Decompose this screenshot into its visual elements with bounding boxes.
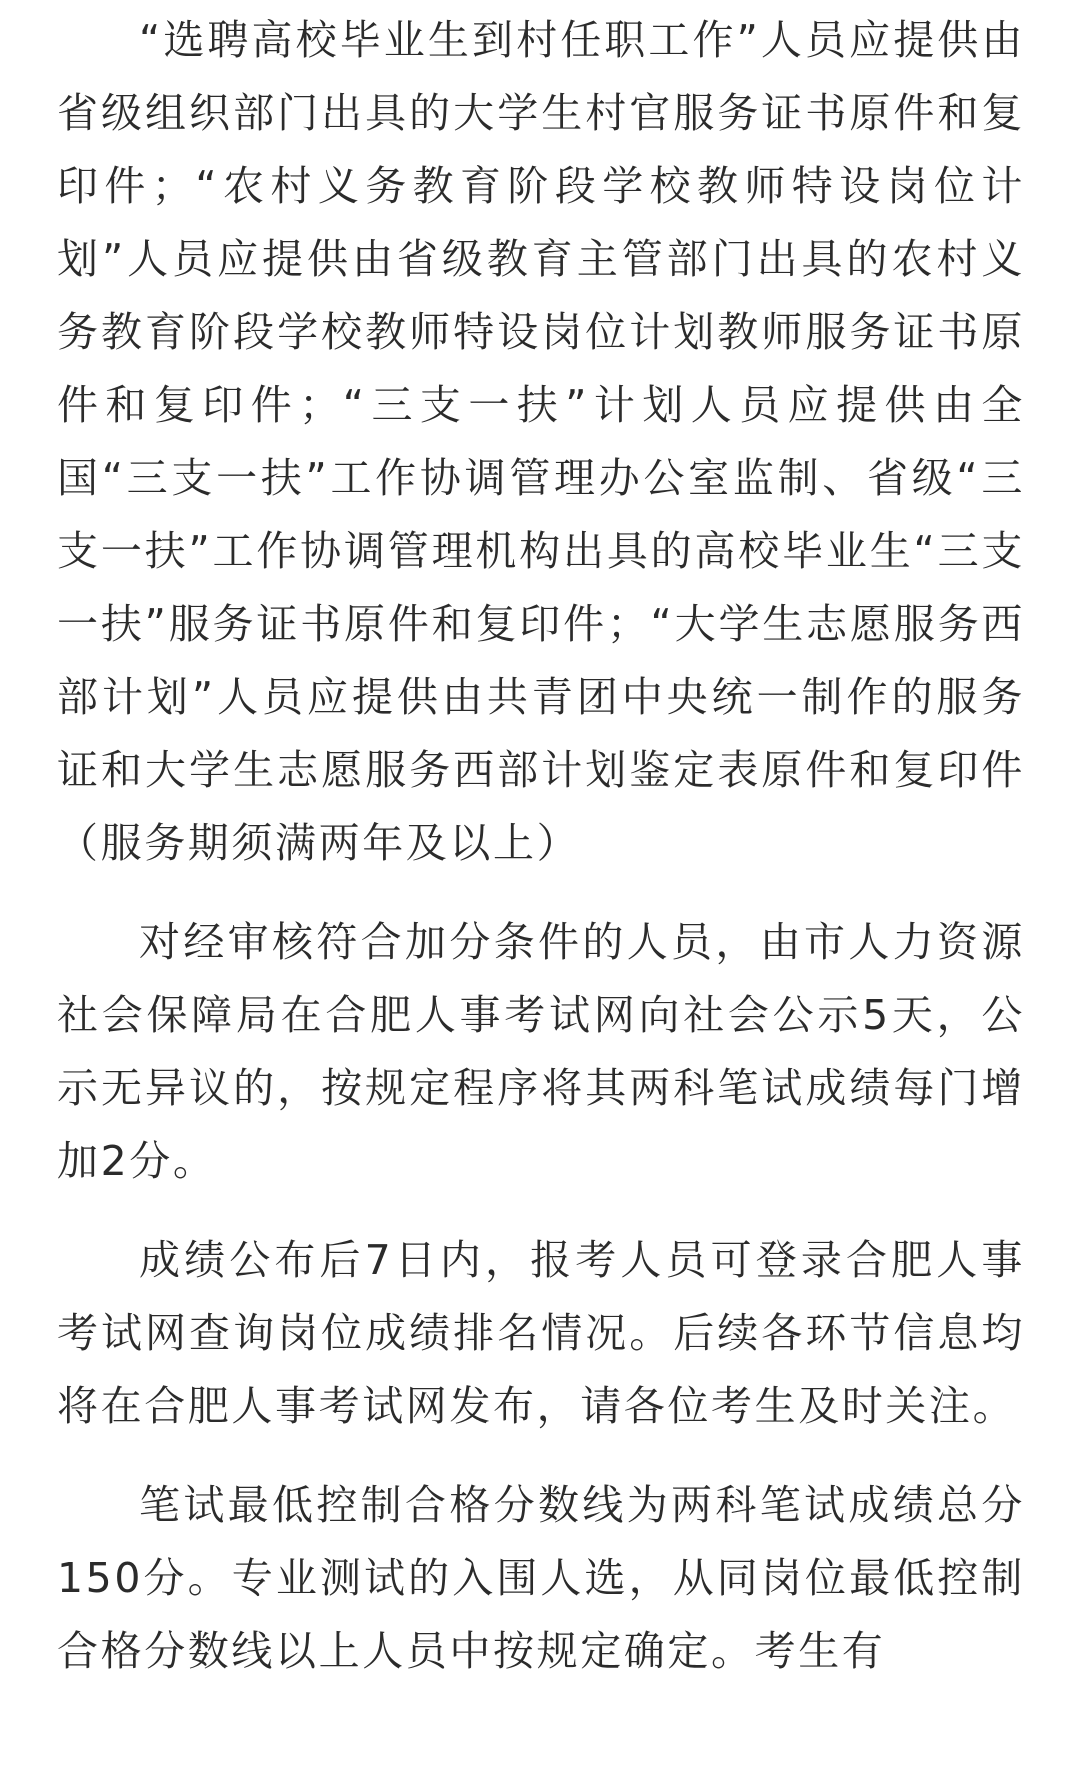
paragraph-bonus-certificates: “选聘高校毕业生到村任职工作”人员应提供由省级组织部门出具的大学生村官服务证书原件和复印件；“农村义务教育阶段学校教师特设岗位计划”人员应提供由省级教育主管部门出具的农村义务教育阶段学校教师特设岗位计划教师服务证书原件和复印件；“三支一扶”计划人员应提供由全国“三支一扶”工作协调管理办公室监制、省级“三支一扶”工作协调管理机构出具的高校毕业生“三支一扶”服务证书原件和复印件；“大学生志愿服务西部计划”人员应提供由共青团中央统一制作的服务证和大学生志愿服务西部计划鉴定表原件和复印件（服务期须满两年及以上） [57, 16, 1025, 867]
paragraph-passing-line: 笔试最低控制合格分数线为两科笔试成绩总分150分。专业测试的入围人选，从同岗位最低控制合格分数线以上人员中按规定确定。考生有 [57, 1481, 1025, 1675]
paragraph-score-ranking: 成绩公布后7日内，报考人员可登录合肥人事考试网查询岗位成绩排名情况。后续各环节信息均将在合肥人事考试网发布，请各位考生及时关注。 [57, 1236, 1025, 1430]
paragraph-bonus-publicity: 对经审核符合加分条件的人员，由市人力资源社会保障局在合肥人事考试网向社会公示5天，公示无异议的，按规定程序将其两科笔试成绩每门增加2分。 [57, 918, 1025, 1185]
article-body [57, 0, 1025, 1688]
